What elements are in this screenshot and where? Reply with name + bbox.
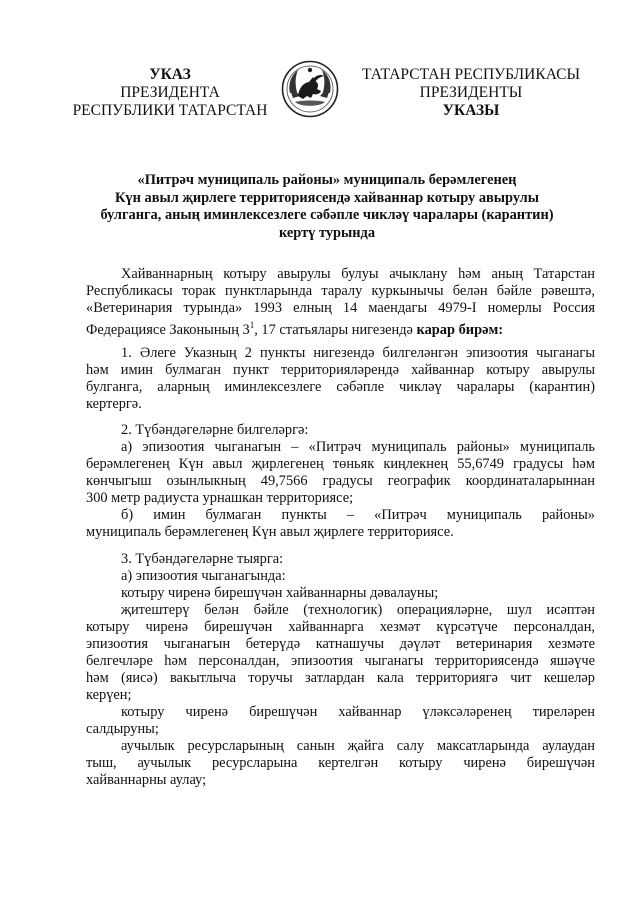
preamble-articles: , 17 статьялары нигезендә bbox=[254, 321, 417, 338]
s1-line-1: 1. Әлеге Указның 2 пункты нигезендә билгеләнгән эпизоотия чыганагы bbox=[121, 345, 595, 361]
document-title bbox=[60, 172, 594, 242]
header-right bbox=[360, 66, 582, 120]
header-left bbox=[70, 66, 270, 120]
s3-item-2-line-5: һәм (яисә) вакытлыча торучы затлардан кала территориягә чит кешеләр bbox=[86, 670, 595, 686]
s3-heading: 3. Түбәндәгеләрне тыярга: bbox=[121, 551, 284, 567]
s2-a-line-2: берәмлегенең Күн авыл җирлегенең төньяк киңлекнең 55,6749 градусы һәм bbox=[86, 456, 595, 472]
s3-item-4-line-3: хайваннарны аулау; bbox=[86, 772, 207, 788]
title-line-2: Күн авыл җирлеге территориясендә хайваннар котыру авырулы bbox=[115, 189, 539, 206]
header-left-line-1: УКАЗ bbox=[149, 66, 191, 83]
s3-item-3-line-1: котыру чиренә бирешүчән хайваннар үләксәләренең тиреләрен bbox=[121, 704, 595, 720]
s1-line-3: булганга, аларның иминлексезлеге сәбәпле чикләү чаралары (карантин) bbox=[86, 379, 595, 395]
s2-heading: 2. Түбәндәгеләрне билгеләргә: bbox=[121, 422, 309, 438]
header-left-line-3: РЕСПУБЛИКИ ТАТАРСТАН bbox=[72, 102, 268, 119]
preamble-line-2: Республикасы торак пунктларында таралу куркынычы белән бәйле рәвештә, bbox=[86, 283, 595, 299]
header-right-line-2: ПРЕЗИДЕНТЫ bbox=[419, 84, 523, 101]
s3-item-3-line-2: салдыруны; bbox=[86, 721, 159, 737]
s3-item-1-line-1: котыру чиренә бирешүчән хайваннарны дәвалауны; bbox=[121, 585, 439, 601]
preamble-line-1: Хайваннарның котыру авырулы булуы ачыклану һәм аның Татарстан bbox=[121, 266, 595, 282]
s3-item-4-line-2: тыш, аучылык ресурсларына кертелгән котыру чиренә бирешүчән bbox=[86, 755, 595, 771]
s3-item-2-line-3: эпизоотия чыганагын бетерүдә катнашучы дәүләт ветеринария хезмәте bbox=[86, 636, 595, 652]
s3-a: а) эпизоотия чыганагында: bbox=[121, 568, 286, 584]
preamble-line-4 bbox=[86, 317, 503, 339]
s3-item-4-line-1: аучылык ресурсларының санын җайга салу максатларында аулаудан bbox=[121, 738, 595, 754]
coat-of-arms-emblem bbox=[281, 60, 339, 118]
header-left-line-2: ПРЕЗИДЕНТА bbox=[120, 84, 220, 101]
s2-a-line-4: 300 метр радиуста урнашкан территориясе; bbox=[86, 490, 354, 506]
header-right-line-3: УКАЗЫ bbox=[442, 102, 500, 119]
s3-item-2-line-2: котыру чиренә бирешүчән хайваннарга хезмәт күрсәтүче персоналдан, bbox=[86, 619, 595, 635]
preamble-decree: карар бирәм: bbox=[416, 321, 504, 338]
s3-item-2-line-1: җитештерү белән бәйле (технологик) операцияләрне, шул исәптән bbox=[121, 602, 595, 618]
preamble-line-3: «Ветеринария турында» 1993 елның 14 маендагы 4979-I номерлы Россия bbox=[86, 300, 595, 316]
s2-a-line-1: а) эпизоотия чыганагын – «Питрәч муниципаль районы» муниципаль bbox=[121, 439, 595, 455]
s2-b-line-2: муниципаль берәмлегенең Күн авыл җирлеге территориясе. bbox=[86, 524, 454, 540]
s2-b-line-1: б) имин булмаган пункты – «Питрәч муниципаль районы» bbox=[121, 507, 595, 523]
title-line-3: булганга, аның иминлексезлеге сәбәпле чикләү чаралары (карантин) bbox=[100, 207, 554, 223]
s3-item-2-line-4: белгечләре һәм персоналдан, эпизоотия чыганагы территориясендә яшәүче bbox=[86, 653, 595, 669]
s2-a-line-3: көнчыгыш озынлыкның 49,7566 градусы географик координаталарыннан bbox=[86, 473, 595, 489]
preamble-law-ref: Федерациясе Законының 3 bbox=[86, 321, 250, 338]
header-right-line-1: ТАТАРСТАН РЕСПУБЛИКАСЫ bbox=[362, 66, 580, 83]
preamble-superscript: 1 bbox=[249, 320, 255, 330]
s1-line-2: һәм имин булмаган пункт территорияләрендә хайваннар котыру авырулы bbox=[86, 362, 595, 378]
s1-line-4: кертергә. bbox=[86, 396, 142, 412]
title-line-1: «Питрәч муниципаль районы» муниципаль берәмлегенең bbox=[137, 172, 517, 188]
title-line-4: кертү турында bbox=[278, 224, 376, 241]
s3-item-2-line-6: керүен; bbox=[86, 687, 132, 703]
